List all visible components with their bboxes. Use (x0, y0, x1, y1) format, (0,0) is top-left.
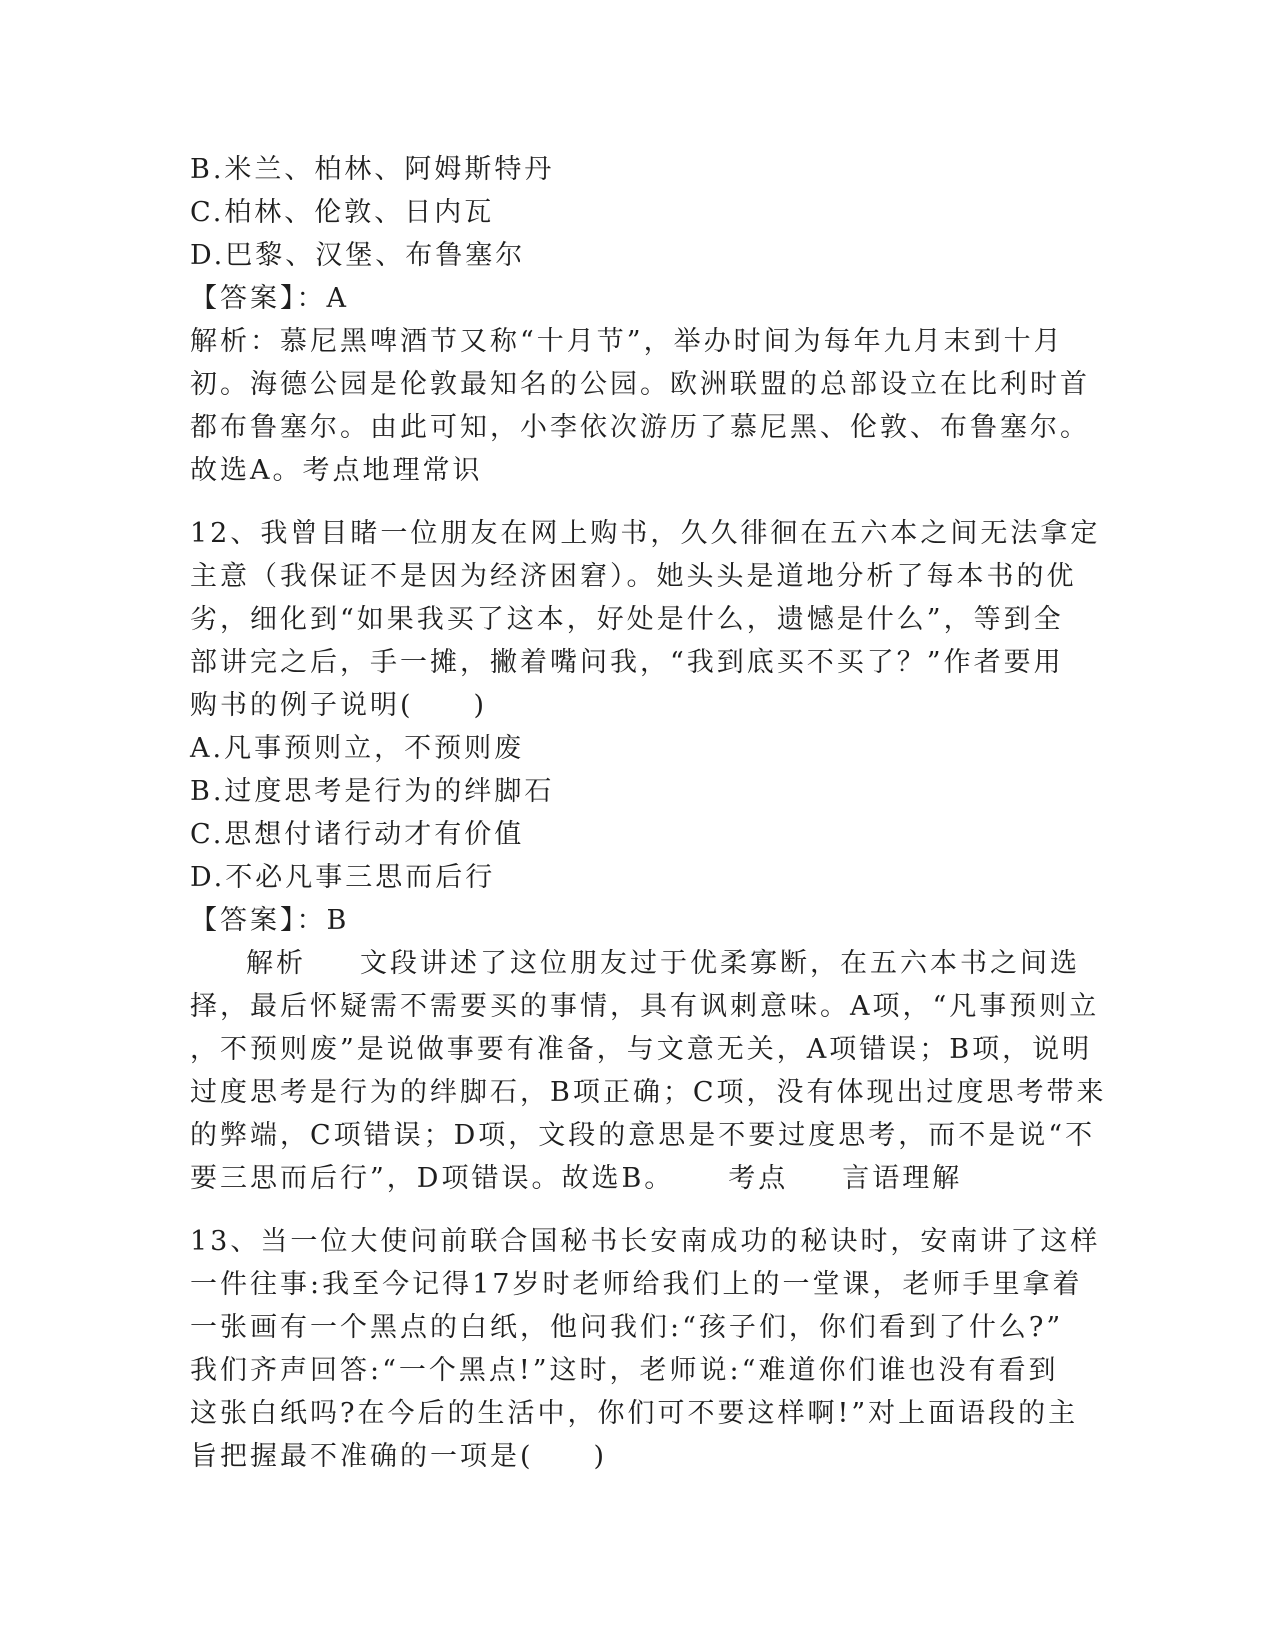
q13-stem-line: 我们齐声回答:“一个黑点!”这时，老师说:“难道你们谁也没有看到 (190, 1355, 1059, 1386)
q12-explanation-last-line (190, 1157, 1090, 1200)
q12-option-c: C.思想付诸行动才有价值 (190, 819, 525, 850)
q13-stem-line: 一张画有一个黑点的白纸，他问我们:“孩子们，你们看到了什么?” (190, 1312, 1064, 1343)
q12-option-a: A.凡事预则立，不预则废 (190, 733, 525, 764)
q12-kaodian-value: 言语理解 (842, 1163, 963, 1194)
q11-explanation-line: 故选A。考点地理常识 (190, 455, 483, 486)
q12-stem-line: 购书的例子说明( ) (190, 690, 488, 721)
q12-option-b: B.过度思考是行为的绊脚石 (190, 776, 555, 807)
q12-stem-line: 主意（我保证不是因为经济困窘）。她头头是道地分析了每本书的优 (190, 561, 1077, 592)
q12-explanation-line: 过度思考是行为的绊脚石，B项正确；C项，没有体现出过度思考带来 (190, 1077, 1107, 1108)
q12-stem-line: 部讲完之后，手一摊，撇着嘴问我，“我到底买不买了？”作者要用 (190, 647, 1064, 678)
q13-stem-line: 13、当一位大使问前联合国秘书长安南成功的秘诀时，安南讲了这样 (190, 1226, 1101, 1257)
spacer (190, 492, 1090, 512)
q11-option-d: D.巴黎、汉堡、布鲁塞尔 (190, 240, 526, 271)
spacer (190, 1200, 1090, 1220)
q12-explanation-line: ，不预则废”是说做事要有准备，与文意无关，A项错误；B项，说明 (190, 1034, 1093, 1065)
q11-explanation-line: 解析：慕尼黑啤酒节又称“十月节”，举办时间为每年九月末到十月 (190, 326, 1064, 357)
q11-explanation-line: 都布鲁塞尔。由此可知，小李依次游历了慕尼黑、伦敦、布鲁塞尔。 (190, 412, 1090, 443)
q12-option-d: D.不必凡事三思而后行 (190, 862, 496, 893)
q13-stem-line: 旨把握最不准确的一项是( ) (190, 1441, 608, 1472)
q12-explanation-line: 择，最后怀疑需不需要买的事情，具有讽刺意味。A项，“凡事预则立 (190, 991, 1100, 1022)
q11-option-c: C.柏林、伦敦、日内瓦 (190, 197, 495, 228)
q12-stem-line: 12、我曾目睹一位朋友在网上购书，久久徘徊在五六本之间无法拿定 (190, 518, 1101, 549)
document-body (190, 148, 1107, 1478)
q12-explanation-first-line (190, 942, 1090, 985)
q11-explanation-line: 初。海德公园是伦敦最知名的公园。欧洲联盟的总部设立在比利时首 (190, 369, 1090, 400)
q12-explanation-text: 文段讲述了这位朋友过于优柔寡断，在五六本书之间选 (360, 948, 1080, 979)
q12-kaodian-label: 考点 (728, 1163, 789, 1194)
q12-stem-line: 劣，细化到“如果我买了这本，好处是什么，遗憾是什么”，等到全 (190, 604, 1064, 635)
q12-explanation-label: 解析 (246, 948, 306, 979)
q12-answer: 【答案】：B (190, 905, 350, 936)
q11-option-b: B.米兰、柏林、阿姆斯特丹 (190, 154, 555, 185)
q11-answer: 【答案】：A (190, 283, 349, 314)
q12-explanation-line: 的弊端，C项错误；D项，文段的意思是不要过度思考，而不是说“不 (190, 1120, 1096, 1151)
q13-stem-line: 一件往事:我至今记得17岁时老师给我们上的一堂课，老师手里拿着 (190, 1269, 1083, 1300)
q13-stem-line: 这张白纸吗?在今后的生活中，你们可不要这样啊!”对上面语段的主 (190, 1398, 1079, 1429)
q12-explanation-text: 要三思而后行”，D项错误。故选B。 (190, 1163, 675, 1194)
